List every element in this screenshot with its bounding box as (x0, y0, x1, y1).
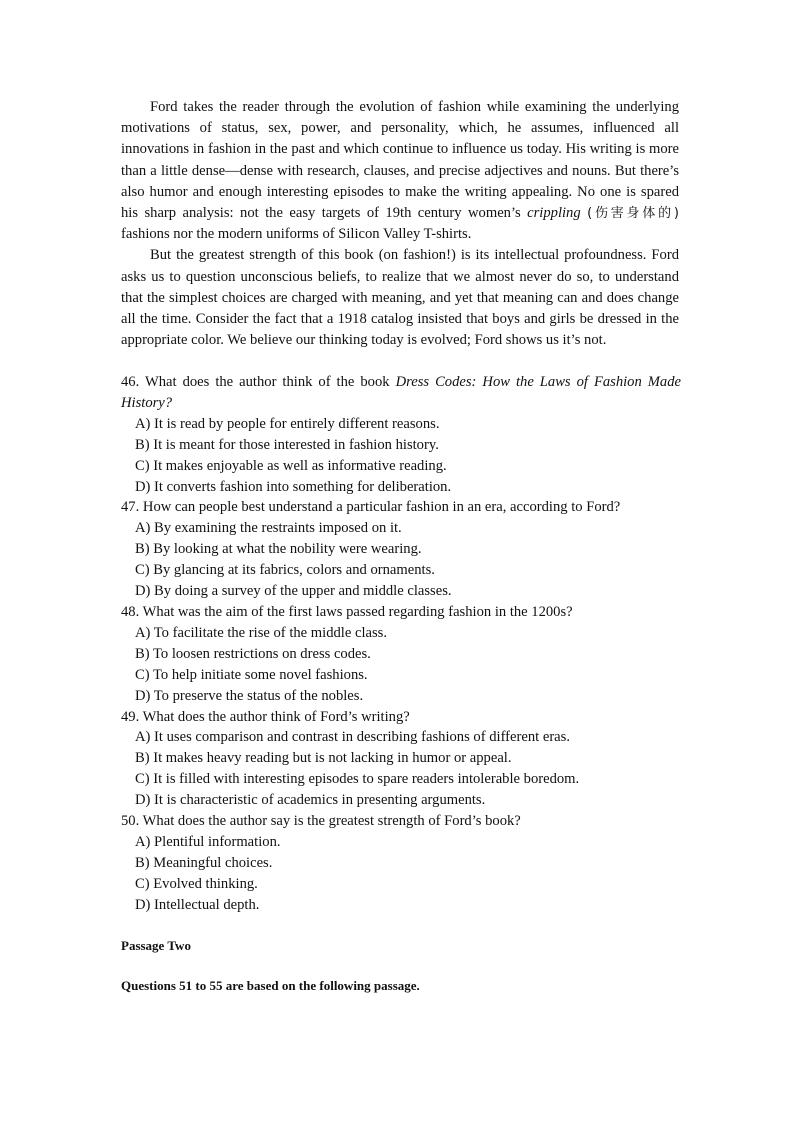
option-a: A) To facilitate the rise of the middle class. (135, 624, 387, 641)
question-50 (121, 811, 681, 916)
question-number: 46. (121, 374, 140, 390)
question-stem (121, 497, 681, 518)
option-c: C) It is filled with interesting episodes to spare readers intolerable boredom. (135, 771, 580, 788)
question-stem (121, 602, 681, 623)
option-b: B) To loosen restrictions on dress codes. (135, 645, 371, 662)
option-c: C) Evolved thinking. (135, 875, 258, 892)
question-number: 50. (121, 813, 140, 830)
question-48 (121, 602, 681, 707)
section-instruction: Questions 51 to 55 are based on the following passage. (121, 978, 420, 993)
passage-text (121, 97, 679, 351)
question-text: How can people best understand a particular fashion in an era, according to Ford? (142, 499, 621, 516)
option-b: B) It is meant for those interested in fashion history. (135, 436, 439, 453)
option-d: D) Intellectual depth. (135, 896, 260, 913)
paragraph-1-text-b: fashions nor the modern uniforms of Silicon Valley T-shirts. (121, 226, 472, 243)
option-d: D) It converts fashion into something for deliberation. (135, 478, 452, 495)
option-a: A) It is read by people for entirely different reasons. (135, 415, 440, 432)
question-46 (121, 372, 681, 497)
question-49 (121, 707, 681, 812)
question-stem (121, 372, 681, 414)
question-number: 47. (121, 499, 140, 516)
option-c: C) It makes enjoyable as well as informative reading. (135, 457, 447, 474)
section-heading: Passage Two (121, 938, 191, 953)
option-b: B) It makes heavy reading but is not lacking in humor or appeal. (135, 750, 512, 767)
book-title: Dress Codes: How the Laws of Fashion Made History? (121, 374, 681, 411)
option-d: D) By doing a survey of the upper and middle classes. (135, 583, 452, 600)
option-d: D) To preserve the status of the nobles. (135, 687, 364, 704)
question-number: 48. (121, 603, 140, 620)
paragraph-1-gloss: (伤害身体的) (587, 206, 679, 222)
question-stem (121, 811, 681, 832)
option-a: A) By examining the restraints imposed on it. (135, 520, 402, 537)
paragraph-1-text-a: Ford takes the reader through the evolution of fashion while examining the underlying motivations of status, sex, power, and personality, which, he assumes, influenced all innovations in fashion in the past and which continue to influence us today. His writing is more than a little dense—dense with research, clauses, and precise adjectives and nouns. But there’s also humor and enough interesting episodes to make the writing appealing. No one is spared his sharp analysis: not the easy targets of 19th century women’s (121, 99, 679, 222)
question-47 (121, 497, 681, 602)
paragraph-1-italic: crippling (527, 205, 581, 222)
question-text: What does the author think of Ford’s writing? (142, 708, 410, 725)
option-c: C) To help initiate some novel fashions. (135, 666, 368, 683)
option-a: A) It uses comparison and contrast in describing fashions of different eras. (135, 729, 570, 746)
question-list (121, 372, 681, 916)
option-b: B) Meaningful choices. (135, 854, 273, 871)
paragraph-1 (121, 97, 679, 245)
option-d: D) It is characteristic of academics in presenting arguments. (135, 792, 486, 809)
question-text: What was the aim of the first laws passed regarding fashion in the 1200s? (142, 603, 573, 620)
question-stem (121, 707, 681, 728)
option-b: B) By looking at what the nobility were wearing. (135, 541, 422, 558)
option-c: C) By glancing at its fabrics, colors and ornaments. (135, 562, 435, 579)
question-number: 49. (121, 708, 140, 725)
question-text: What does the author think of the book (144, 374, 396, 390)
paragraph-2: But the greatest strength of this book (on fashion!) is its intellectual profoundness. Ford asks us to question unconscious beliefs, to realize that we almost never do so, to understand that the simplest choices are charged with meaning, and yet that meaning can and does change all the time. Consider the fact that a 1918 catalog insisted that boys and girls be dressed in the appropriate color. We believe our thinking today is evolved; Ford shows us it’s not. (121, 247, 679, 349)
question-text: What does the author say is the greatest strength of Ford’s book? (142, 813, 521, 830)
option-a: A) Plentiful information. (135, 833, 281, 850)
